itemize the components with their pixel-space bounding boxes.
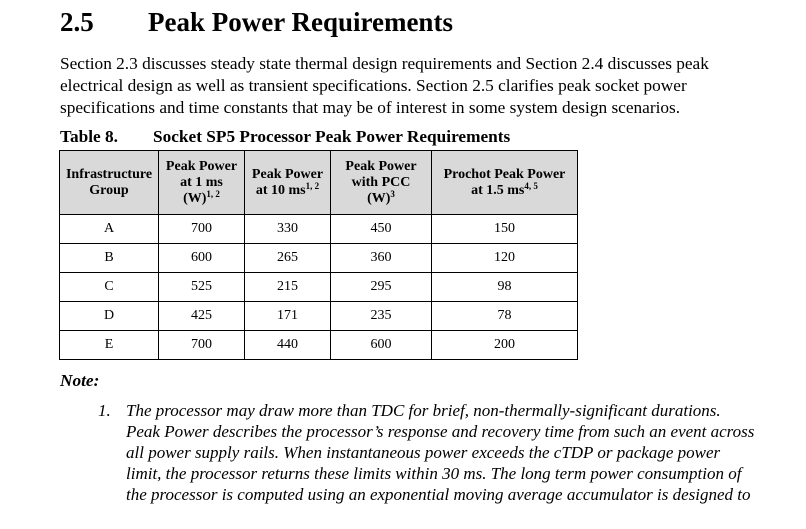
note-label: Note: <box>60 371 100 390</box>
table-header-row <box>60 151 578 215</box>
table-cell: 600 <box>331 331 432 360</box>
header-peak-power-1ms: Peak Power at 1 ms $(W)^{1, 2}$ <box>159 151 245 215</box>
table-cell: 120 <box>432 244 578 273</box>
table-cell: C <box>60 273 159 302</box>
note-line: Peak Power describes the processor’s response and recovery time from such an event across <box>126 422 755 441</box>
table-cell: E <box>60 331 159 360</box>
table-row <box>60 244 578 273</box>
peak-power-table <box>59 150 578 360</box>
intro-line: electrical design as well as transient specifications. Section 2.5 clarifies peak socket power <box>60 76 687 95</box>
table-row <box>60 302 578 331</box>
table-cell: 235 <box>331 302 432 331</box>
intro-line: Section 2.3 discusses steady state thermal design requirements and Section 2.4 discusses peak <box>60 54 709 73</box>
table-cell: 200 <box>432 331 578 360</box>
note-item-number: 1. <box>98 401 111 420</box>
header-infrastructure-group: Infrastructure Group <box>60 151 159 215</box>
note-line: the processor is computed using an exponential moving average accumulator is designed to <box>126 485 751 504</box>
table-row <box>60 331 578 360</box>
table-cell: 215 <box>245 273 331 302</box>
table-cell: 360 <box>331 244 432 273</box>
table-cell: 98 <box>432 273 578 302</box>
table-cell: 171 <box>245 302 331 331</box>
table-cell: 450 <box>331 215 432 244</box>
table-cell: D <box>60 302 159 331</box>
table-cell: 525 <box>159 273 245 302</box>
header-peak-power-pcc: Peak Power with PCC $(W)^3$ <box>331 151 432 215</box>
table-cell: 265 <box>245 244 331 273</box>
table-label: Table 8. <box>60 127 118 146</box>
note-item-text <box>126 400 754 505</box>
section-title: Peak Power Requirements <box>148 7 453 37</box>
table-cell: 150 <box>432 215 578 244</box>
table-cell: 700 <box>159 331 245 360</box>
table-caption <box>60 127 510 147</box>
table-cell: B <box>60 244 159 273</box>
table-row <box>60 273 578 302</box>
table-row <box>60 215 578 244</box>
intro-line: specifications and time constants that may be of interest in some system design scenarios. <box>60 98 681 117</box>
table-cell: 295 <box>331 273 432 302</box>
table-cell: 700 <box>159 215 245 244</box>
section-number: 2.5 <box>60 7 94 37</box>
table-cell: 440 <box>245 331 331 360</box>
header-peak-power-10ms: Peak Power at 10 ms$^{1, 2}$ <box>245 151 331 215</box>
table-cell: 330 <box>245 215 331 244</box>
note-line: limit, the processor returns these limits within 30 ms. The long term power consumption of <box>126 464 742 483</box>
header-prochot-peak-power: Prochot Peak Power at 1.5 ms$^{4, 5}$ <box>432 151 578 215</box>
note-line: all power supply rails. When instantaneous power exceeds the cTDP or package power <box>126 443 721 462</box>
table-cell: 600 <box>159 244 245 273</box>
intro-paragraph <box>60 53 780 119</box>
table-cell: 78 <box>432 302 578 331</box>
table-cell: A <box>60 215 159 244</box>
note-line: The processor may draw more than TDC for brief, non-thermally-significant durations. <box>126 401 721 420</box>
section-heading <box>60 7 453 38</box>
table-title: Socket SP5 Processor Peak Power Requirements <box>153 127 511 146</box>
table-cell: 425 <box>159 302 245 331</box>
